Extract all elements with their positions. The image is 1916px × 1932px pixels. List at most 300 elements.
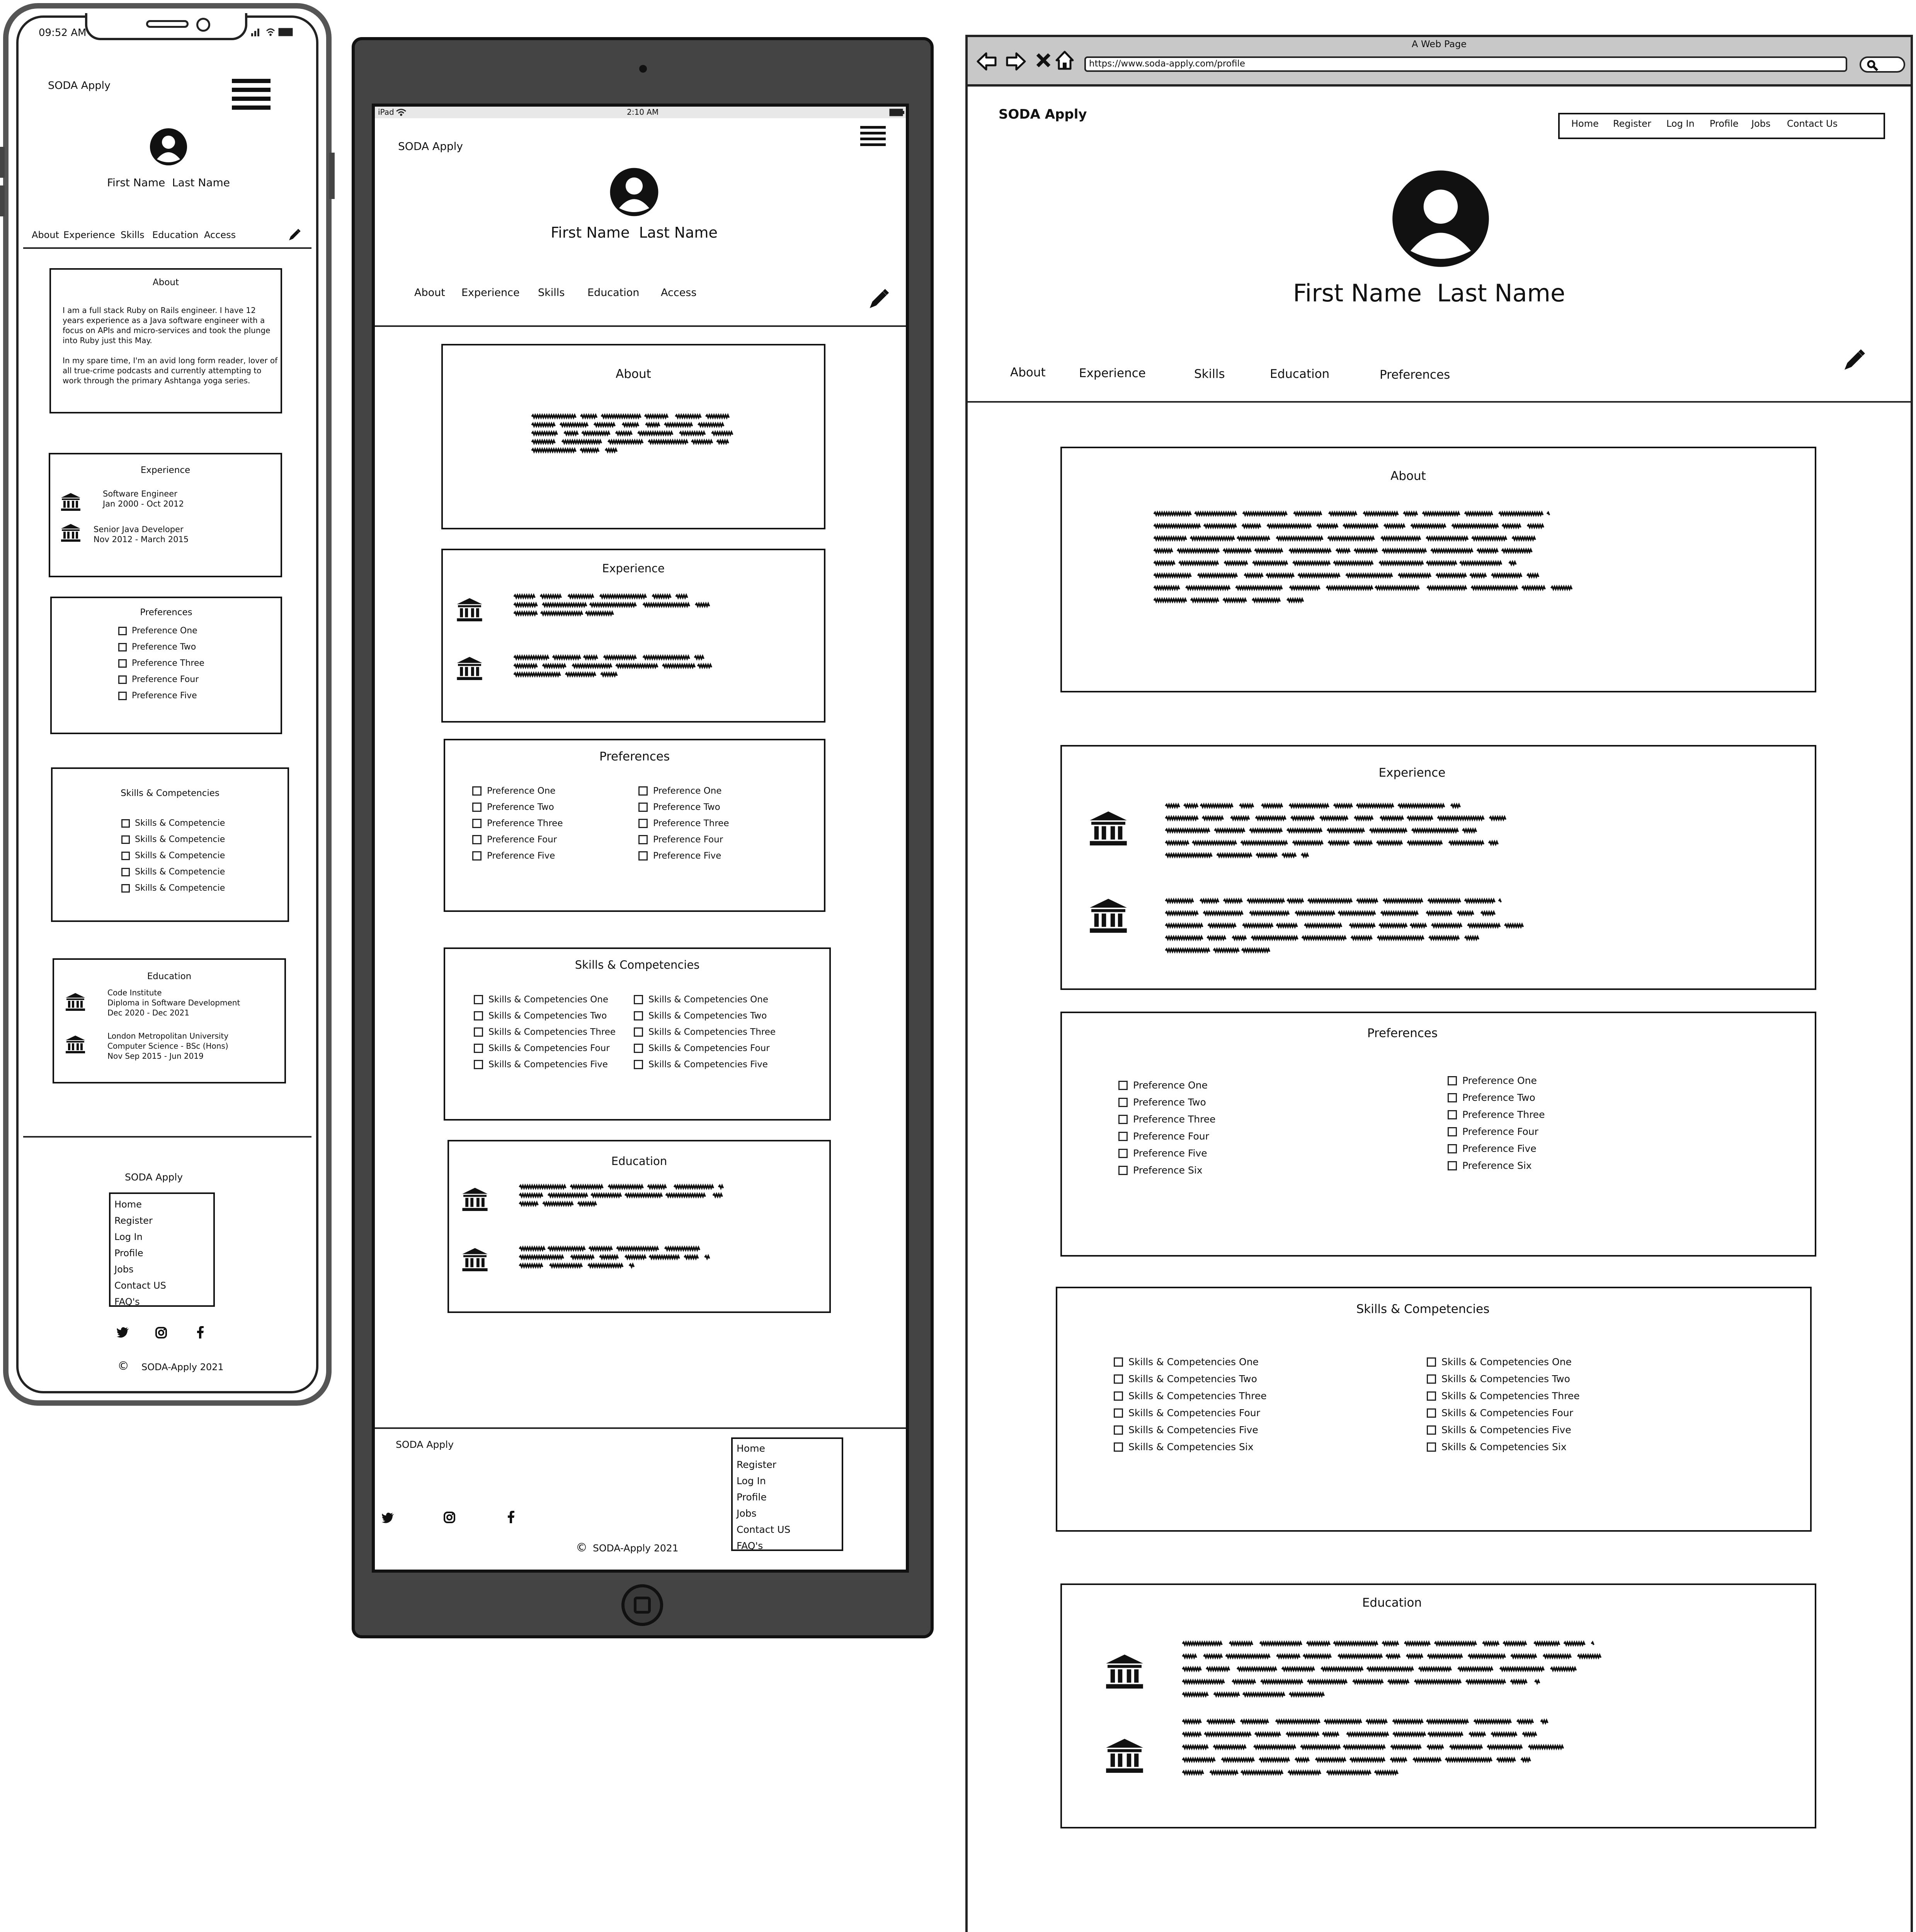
bank-building-icon — [1090, 811, 1127, 845]
phone-experience-title: Experience — [140, 465, 191, 475]
tab-experience[interactable]: Experience — [1079, 366, 1146, 380]
checkbox-row[interactable] — [634, 995, 768, 1005]
facebook-icon[interactable] — [196, 1326, 204, 1338]
nav-login[interactable]: Log In — [1666, 118, 1695, 129]
education-line: London Metropolitan University — [107, 1031, 229, 1041]
checkbox-label: Skills & Competencies Four — [1128, 1407, 1260, 1418]
education-line: Computer Science - BSc (Hons) — [107, 1041, 228, 1051]
checkbox-label: Skills & Competencies Three — [488, 1027, 616, 1037]
checkbox-label: Skills & Competencie — [135, 835, 225, 844]
tablet-education-scribble-text — [519, 1245, 728, 1274]
checkbox[interactable] — [1427, 1391, 1436, 1401]
checkbox-row[interactable] — [474, 1011, 607, 1021]
checkbox-row[interactable] — [1427, 1390, 1580, 1401]
forward-arrow-icon[interactable] — [1006, 52, 1026, 71]
education-line: Dec 2020 - Dec 2021 — [107, 1008, 189, 1017]
checkbox-label: Skills & Competencies Four — [648, 1043, 770, 1053]
checkbox-row[interactable] — [1114, 1356, 1259, 1367]
checkbox-label: Skills & Competencies One — [488, 995, 608, 1005]
checkbox-label: Skills & Competencies Five — [1128, 1424, 1258, 1435]
checkbox-row[interactable] — [1114, 1390, 1267, 1401]
checkbox-label: Skills & Competencies One — [648, 995, 768, 1005]
checkbox[interactable] — [634, 1027, 643, 1037]
checkbox-label: Preference Two — [653, 802, 720, 812]
checkbox-label: Preference Five — [132, 691, 197, 701]
checkbox[interactable] — [1118, 1081, 1128, 1090]
checkbox[interactable] — [1448, 1093, 1457, 1102]
checkbox[interactable] — [1118, 1115, 1128, 1124]
footer-link-contact[interactable]: Contact US — [737, 1524, 791, 1535]
phone-footer-brand: SODA Apply — [125, 1172, 183, 1183]
footer-link-faqs[interactable]: FAQ's — [737, 1540, 763, 1551]
education-line: Diploma in Software Development — [107, 998, 240, 1007]
desktop-education-scribble-text — [1183, 1718, 1604, 1786]
checkbox-label: Preference Two — [1133, 1097, 1206, 1108]
checkbox[interactable] — [121, 884, 130, 893]
checkbox[interactable] — [1114, 1391, 1123, 1401]
checkbox[interactable] — [121, 868, 130, 876]
checkbox-row[interactable] — [1118, 1080, 1208, 1091]
checkbox-row[interactable] — [121, 883, 225, 893]
phone-education-item — [107, 988, 240, 1018]
checkbox[interactable] — [118, 643, 127, 651]
tab-experience[interactable]: Experience — [63, 230, 115, 240]
checkbox-label: Preference Two — [487, 802, 554, 812]
checkbox-row[interactable] — [1448, 1075, 1537, 1086]
checkbox-row[interactable] — [474, 1060, 608, 1070]
phone-status-time: 09:52 AM — [39, 27, 87, 39]
checkbox-row[interactable] — [121, 835, 225, 844]
checkbox[interactable] — [1118, 1149, 1128, 1158]
bank-building-icon — [462, 1248, 488, 1271]
footer-link-profile[interactable]: Profile — [114, 1248, 143, 1259]
bank-building-icon — [462, 1188, 488, 1211]
user-avatar-icon — [609, 167, 659, 217]
checkbox[interactable] — [472, 786, 482, 796]
checkbox-row[interactable] — [1427, 1373, 1570, 1384]
about-line: work through the primary Ashtanga yoga series. — [63, 376, 250, 385]
checkbox[interactable] — [634, 1011, 643, 1020]
checkbox-label: Skills & Competencies Four — [488, 1043, 610, 1053]
phone-speaker — [146, 20, 189, 28]
twitter-icon[interactable] — [117, 1327, 129, 1338]
footer-link-home[interactable]: Home — [114, 1199, 142, 1210]
bank-building-icon — [457, 598, 482, 621]
phone-copyright-symbol: © — [117, 1359, 129, 1373]
checkbox[interactable] — [118, 675, 127, 684]
phone-user-name: First Name Last Name — [107, 176, 230, 189]
checkbox[interactable] — [118, 692, 127, 700]
user-avatar-icon — [1390, 168, 1491, 269]
checkbox[interactable] — [1114, 1357, 1123, 1367]
checkbox[interactable] — [472, 851, 482, 861]
desktop-education-title: Education — [1362, 1596, 1422, 1610]
checkbox-row[interactable] — [638, 835, 723, 845]
tablet-experience-title: Experience — [602, 562, 665, 575]
checkbox[interactable] — [118, 627, 127, 635]
checkbox-label: Skills & Competencies Six — [1128, 1441, 1254, 1452]
about-line: I am a full stack Ruby on Rails engineer. I have 12 — [63, 306, 256, 315]
desktop-education-scribble-text — [1183, 1640, 1604, 1708]
about-line: all true-crime podcasts and currently attempting to — [63, 366, 262, 375]
bank-building-icon — [1090, 899, 1127, 933]
tablet-brand[interactable]: SODA Apply — [398, 140, 463, 153]
checkbox-row[interactable] — [1114, 1407, 1260, 1418]
checkbox-label: Skills & Competencies Three — [648, 1027, 776, 1037]
desktop-experience-scribble-text — [1166, 897, 1537, 963]
tablet-home-button[interactable] — [621, 1584, 663, 1626]
tablet-experience-scribble-text — [514, 593, 723, 622]
footer-link-jobs[interactable]: Jobs — [737, 1508, 757, 1519]
checkbox-label: Preference Four — [653, 835, 723, 845]
checkbox-row[interactable] — [472, 786, 555, 796]
checkbox[interactable] — [472, 819, 482, 828]
phone-volume-button — [0, 185, 5, 216]
checkbox-row[interactable] — [634, 1043, 770, 1053]
phone-footer-links — [109, 1192, 215, 1307]
checkbox[interactable] — [1114, 1374, 1123, 1384]
checkbox[interactable] — [1427, 1408, 1436, 1418]
wifi-icon — [396, 108, 407, 116]
tab-experience[interactable]: Experience — [461, 287, 520, 299]
phone-tabs-divider — [23, 247, 311, 249]
footer-link-faqs[interactable]: FAQ's — [114, 1296, 140, 1307]
about-line: into Ruby just this May. — [63, 336, 152, 345]
checkbox[interactable] — [1427, 1442, 1436, 1452]
checkbox[interactable] — [634, 995, 643, 1004]
checkbox-label: Preference One — [132, 626, 197, 636]
checkbox-row[interactable] — [118, 626, 197, 636]
tab-skills[interactable]: Skills — [121, 230, 145, 240]
checkbox-row[interactable] — [118, 642, 196, 652]
checkbox-label: Skills & Competencie — [135, 883, 225, 893]
checkbox-label: Skills & Competencies Three — [1128, 1390, 1267, 1401]
checkbox-row[interactable] — [1448, 1092, 1535, 1103]
phone-brand[interactable]: SODA Apply — [48, 80, 111, 92]
checkbox-label: Skills & Competencie — [135, 851, 225, 861]
checkbox-label: Preference Two — [1462, 1092, 1535, 1103]
checkbox-row[interactable] — [472, 802, 554, 812]
checkbox-row[interactable] — [1114, 1441, 1254, 1452]
checkbox-row[interactable] — [1448, 1126, 1538, 1137]
checkbox-label: Skills & Competencies Four — [1441, 1407, 1573, 1418]
checkbox[interactable] — [118, 659, 127, 668]
user-avatar-icon — [149, 128, 188, 166]
phone-experience-dates: Jan 2000 - Oct 2012 — [103, 499, 184, 509]
checkbox-label: Skills & Competencies Five — [648, 1060, 768, 1070]
hamburger-menu-icon[interactable] — [232, 79, 271, 110]
tab-about[interactable]: About — [1010, 366, 1046, 379]
checkbox[interactable] — [121, 852, 130, 860]
checkbox-row[interactable] — [1114, 1424, 1258, 1435]
tablet-footer-links — [731, 1437, 843, 1551]
checkbox-label: Skills & Competencies Five — [488, 1060, 608, 1070]
bank-building-icon — [1106, 1655, 1143, 1689]
nav-contact[interactable]: Contact Us — [1787, 118, 1838, 129]
checkbox-row[interactable] — [118, 675, 199, 684]
checkbox-label: Skills & Competencies Three — [1441, 1390, 1580, 1401]
bank-building-icon — [66, 993, 85, 1011]
footer-link-profile[interactable]: Profile — [737, 1492, 767, 1503]
phone-volume-button — [0, 147, 5, 178]
nav-jobs[interactable]: Jobs — [1751, 118, 1771, 129]
checkbox[interactable] — [472, 835, 482, 844]
home-icon[interactable] — [1055, 50, 1074, 70]
close-x-icon[interactable] — [1036, 53, 1051, 68]
checkbox[interactable] — [474, 1011, 483, 1020]
checkbox-label: Skills & Competencies Two — [1128, 1373, 1257, 1384]
nav-profile[interactable]: Profile — [1710, 118, 1739, 129]
tablet-copyright: SODA-Apply 2021 — [593, 1543, 679, 1554]
checkbox[interactable] — [1427, 1357, 1436, 1367]
facebook-icon[interactable] — [507, 1511, 515, 1523]
phone-camera — [196, 18, 210, 32]
checkbox-row[interactable] — [474, 1043, 610, 1053]
checkbox[interactable] — [1114, 1442, 1123, 1452]
checkbox[interactable] — [472, 803, 482, 812]
nav-home[interactable]: Home — [1571, 118, 1599, 129]
checkbox[interactable] — [638, 786, 648, 796]
search-icon — [1866, 59, 1879, 72]
checkbox[interactable] — [1427, 1425, 1436, 1435]
checkbox-label: Skills & Competencies Two — [1441, 1373, 1570, 1384]
checkbox-label: Skills & Competencie — [135, 818, 225, 828]
checkbox-row[interactable] — [1427, 1424, 1571, 1435]
footer-link-login[interactable]: Log In — [737, 1475, 766, 1486]
checkbox-label: Preference Four — [487, 835, 557, 845]
desktop-experience-title: Experience — [1378, 766, 1446, 780]
tab-access[interactable]: Access — [204, 230, 236, 240]
instagram-icon[interactable] — [444, 1512, 455, 1523]
footer-link-login[interactable]: Log In — [114, 1231, 143, 1242]
checkbox-label: Skills & Competencies One — [1128, 1356, 1259, 1367]
checkbox-row[interactable] — [634, 1011, 767, 1021]
checkbox-label: Skills & Competencies Six — [1441, 1441, 1567, 1452]
phone-footer-divider — [23, 1136, 311, 1138]
checkbox-row[interactable] — [118, 691, 197, 701]
footer-link-contact[interactable]: Contact US — [114, 1280, 166, 1291]
desktop-experience-scribble-text — [1166, 802, 1521, 868]
checkbox-label: Preference Six — [1462, 1160, 1532, 1171]
checkbox[interactable] — [1448, 1076, 1457, 1085]
bank-building-icon — [61, 524, 80, 542]
checkbox-row[interactable] — [474, 1027, 616, 1037]
checkbox[interactable] — [634, 1044, 643, 1053]
desktop-user-name: First Name Last Name — [1293, 279, 1565, 307]
checkbox-label: Preference Four — [1133, 1131, 1209, 1142]
battery-icon — [890, 109, 904, 116]
checkbox[interactable] — [1448, 1110, 1457, 1119]
checkbox-label: Preference One — [653, 786, 722, 796]
checkbox-label: Skills & Competencies One — [1441, 1356, 1572, 1367]
tab-about[interactable]: About — [414, 287, 445, 299]
phone-education-item — [107, 1031, 228, 1061]
checkbox-label: Preference One — [1462, 1075, 1537, 1086]
tablet-education-title: Education — [611, 1155, 667, 1168]
checkbox-row[interactable] — [474, 995, 608, 1005]
phone-about-text — [63, 305, 277, 386]
phone-education-title: Education — [147, 971, 192, 981]
checkbox-label: Preference Five — [653, 851, 721, 861]
tablet-footer-brand: SODA Apply — [396, 1439, 454, 1450]
checkbox[interactable] — [1448, 1144, 1457, 1153]
checkbox-row[interactable] — [638, 786, 721, 796]
about-line: In my spare time, I'm an avid long form reader, lover of — [63, 356, 278, 365]
tablet-skills-title: Skills & Competencies — [575, 958, 700, 971]
checkbox[interactable] — [1448, 1161, 1457, 1170]
checkbox-label: Preference Four — [132, 675, 199, 684]
checkbox[interactable] — [1427, 1374, 1436, 1384]
tab-education[interactable]: Education — [152, 230, 199, 240]
checkbox[interactable] — [638, 835, 648, 844]
phone-experience-role: Software Engineer — [103, 489, 177, 498]
tablet-experience-scribble-text — [514, 654, 723, 683]
hamburger-menu-icon[interactable] — [860, 126, 886, 146]
checkbox-label: Preference One — [1133, 1080, 1208, 1091]
checkbox[interactable] — [1118, 1098, 1128, 1107]
footer-link-register[interactable]: Register — [737, 1459, 776, 1470]
pencil-edit-icon[interactable] — [288, 228, 301, 242]
tablet-copyright-symbol: © — [576, 1541, 587, 1554]
checkbox-label: Skills & Competencies Two — [648, 1011, 767, 1021]
tab-education[interactable]: Education — [1270, 367, 1330, 381]
checkbox[interactable] — [474, 1044, 483, 1053]
tab-skills[interactable]: Skills — [538, 287, 565, 299]
checkbox[interactable] — [638, 851, 648, 861]
bank-building-icon — [1106, 1739, 1143, 1773]
footer-link-home[interactable]: Home — [737, 1443, 765, 1454]
checkbox-row[interactable] — [1118, 1131, 1209, 1142]
checkbox-label: Preference Five — [1133, 1148, 1207, 1159]
desktop-brand[interactable]: SODA Apply — [999, 107, 1087, 122]
tablet-user-name: First Name Last Name — [551, 224, 718, 241]
footer-link-jobs[interactable]: Jobs — [114, 1264, 134, 1275]
checkbox-label: Preference Three — [132, 658, 204, 668]
tab-about[interactable]: About — [32, 230, 59, 240]
desktop-skills-title: Skills & Competencies — [1356, 1302, 1490, 1316]
phone-preferences-title: Preferences — [140, 607, 192, 617]
checkbox-row[interactable] — [1114, 1373, 1257, 1384]
checkbox-row[interactable] — [472, 851, 555, 861]
tablet-tabs-divider — [375, 325, 906, 327]
tab-education[interactable]: Education — [587, 287, 640, 299]
checkbox-row[interactable] — [472, 818, 563, 828]
nav-register[interactable]: Register — [1613, 118, 1651, 129]
address-bar[interactable] — [1084, 56, 1847, 72]
checkbox[interactable] — [1448, 1127, 1457, 1136]
checkbox-row[interactable] — [634, 1027, 776, 1037]
phone-experience-dates: Nov 2012 - March 2015 — [94, 535, 189, 544]
phone-experience-role: Senior Java Developer — [94, 525, 184, 534]
checkbox-label: Preference Four — [1462, 1126, 1538, 1137]
checkbox-row[interactable] — [118, 658, 204, 668]
checkbox-row[interactable] — [638, 851, 721, 861]
checkbox[interactable] — [1114, 1425, 1123, 1435]
back-arrow-icon[interactable] — [976, 52, 997, 71]
pencil-edit-icon[interactable] — [1842, 348, 1867, 372]
footer-link-register[interactable]: Register — [114, 1215, 153, 1226]
desktop-tabs-divider — [968, 401, 1911, 403]
checkbox-row[interactable] — [1427, 1441, 1567, 1452]
checkbox-row[interactable] — [121, 851, 225, 861]
pencil-edit-icon[interactable] — [867, 287, 890, 311]
twitter-icon[interactable] — [382, 1512, 394, 1523]
checkbox[interactable] — [1114, 1408, 1123, 1418]
education-line: Nov Sep 2015 - Jun 2019 — [107, 1051, 204, 1061]
checkbox-label: Preference Six — [1133, 1165, 1203, 1176]
checkbox-row[interactable] — [1118, 1097, 1206, 1108]
tab-skills[interactable]: Skills — [1194, 367, 1225, 381]
checkbox-label: Preference Three — [487, 818, 563, 828]
checkbox-label: Preference Two — [132, 642, 196, 652]
phone-status-icons — [251, 26, 298, 37]
checkbox-row[interactable] — [1427, 1356, 1572, 1367]
checkbox-row[interactable] — [121, 818, 225, 828]
tab-preferences[interactable]: Preferences — [1380, 368, 1450, 382]
checkbox[interactable] — [638, 803, 648, 812]
checkbox-row[interactable] — [1448, 1109, 1545, 1120]
phone-copyright: SODA-Apply 2021 — [141, 1362, 224, 1372]
checkbox-row[interactable] — [1118, 1148, 1207, 1159]
checkbox[interactable] — [1118, 1166, 1128, 1175]
checkbox-row[interactable] — [121, 867, 225, 877]
bank-building-icon — [61, 493, 80, 511]
tab-access[interactable]: Access — [661, 287, 697, 299]
checkbox-row[interactable] — [634, 1060, 768, 1070]
tablet-preferences-title: Preferences — [599, 750, 670, 764]
checkbox-row[interactable] — [1448, 1160, 1532, 1171]
education-line: Code Institute — [107, 988, 162, 997]
tablet-education-scribble-text — [519, 1183, 728, 1213]
checkbox-row[interactable] — [638, 818, 729, 828]
desktop-about-title: About — [1390, 469, 1426, 483]
checkbox[interactable] — [121, 819, 130, 828]
checkbox[interactable] — [634, 1060, 643, 1069]
tablet-about-scribble-text — [532, 413, 740, 459]
checkbox-label: Preference Three — [653, 818, 729, 828]
about-line: years experience as a Java software engineer with a — [63, 316, 265, 325]
checkbox[interactable] — [474, 1027, 483, 1037]
checkbox-label: Skills & Competencie — [135, 867, 225, 877]
checkbox-label: Preference Three — [1462, 1109, 1545, 1120]
checkbox[interactable] — [638, 819, 648, 828]
checkbox-row[interactable] — [638, 802, 720, 812]
checkbox[interactable] — [1118, 1132, 1128, 1141]
tablet-about-title: About — [616, 367, 651, 381]
checkbox-label: Skills & Competencies Five — [1441, 1424, 1571, 1435]
address-bar-url: https://www.soda-apply.com/profile — [1089, 59, 1245, 69]
desktop-about-scribble-text — [1154, 510, 1575, 613]
checkbox[interactable] — [121, 835, 130, 844]
checkbox-row[interactable] — [1427, 1407, 1573, 1418]
browser-search-box[interactable] — [1860, 56, 1905, 73]
bank-building-icon — [457, 657, 482, 680]
about-line: focus on APIs and micro-services and took the plunge — [63, 326, 271, 335]
checkbox-label: Preference One — [487, 786, 556, 796]
checkbox-label: Preference Five — [1462, 1143, 1537, 1154]
checkbox-row[interactable] — [472, 835, 557, 845]
checkbox-label: Skills & Competencies Two — [488, 1011, 607, 1021]
instagram-icon[interactable] — [155, 1327, 167, 1338]
checkbox[interactable] — [474, 1060, 483, 1069]
checkbox-row[interactable] — [1448, 1143, 1537, 1154]
checkbox-row[interactable] — [1118, 1114, 1216, 1125]
tablet-camera — [639, 65, 647, 73]
bank-building-icon — [66, 1036, 85, 1053]
checkbox-row[interactable] — [1118, 1165, 1203, 1176]
phone-skills-title: Skills & Competencies — [121, 788, 220, 798]
checkbox[interactable] — [474, 995, 483, 1004]
